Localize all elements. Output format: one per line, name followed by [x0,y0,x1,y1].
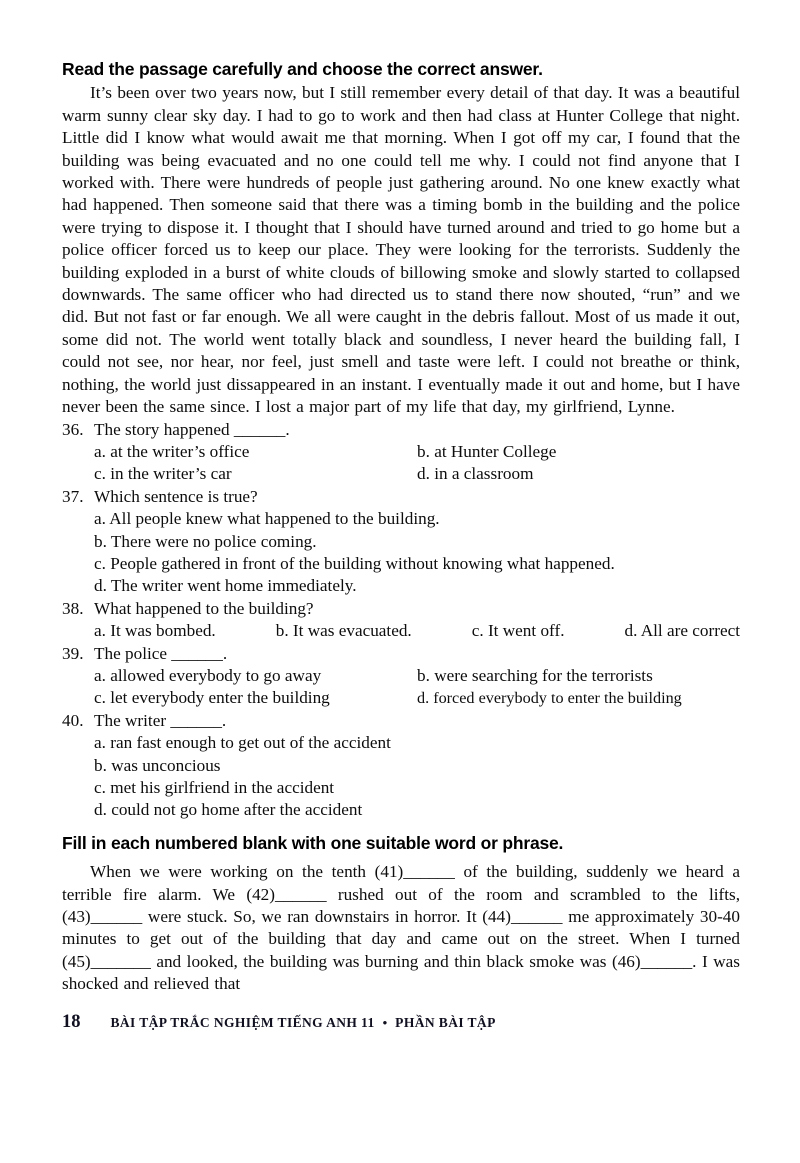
question-40-stem [62,710,740,732]
question-38-option-a: a. It was bombed. [94,621,216,641]
footer-book-title: BÀI TẬP TRẮC NGHIỆM TIẾNG ANH 11 [110,1014,375,1030]
bullet-separator-icon: • [382,1014,388,1030]
question-39-stem [62,643,740,665]
question-40-option-d: d. could not go home after the accident [94,800,363,820]
question-38-options [62,620,740,642]
page-number: 18 [62,1011,81,1032]
question-36-stem [62,419,740,441]
question-38-option-d: d. All are correct [624,621,740,641]
question-37-option-a: a. All people knew what happened to the building. [94,509,440,529]
question-stem-text: The police ______. [94,643,228,663]
question-stem-text: The writer ______. [94,710,227,730]
question-stem-text: What happened to the building? [94,598,314,618]
question-40-option-b: b. was unconcious [94,755,221,775]
question-39-options [62,665,740,710]
question-number: 36. [62,419,84,439]
question-37-stem [62,486,740,508]
section2-heading: Fill in each numbered blank with one suitable word or phrase. [62,832,564,853]
question-38-option-b: b. It was evacuated. [275,621,412,641]
question-40-options [62,732,740,822]
question-36 [62,419,740,486]
question-number: 38. [62,598,84,618]
question-number: 39. [62,643,84,663]
question-38 [62,598,740,643]
question-37-option-c: c. People gathered in front of the building without knowing what happened. [94,553,615,573]
question-38-option-c: c. It went off. [471,621,565,641]
question-37-option-b: b. There were no police coming. [94,531,317,551]
question-39 [62,643,740,710]
question-39-option-b: b. were searching for the terrorists [417,665,653,685]
question-38-stem [62,598,740,620]
question-37-options [62,508,740,598]
question-36-option-b: b. at Hunter College [417,441,557,461]
question-36-options [62,441,740,486]
page-footer [62,1012,740,1033]
question-39-option-a: a. allowed everybody to go away [94,665,322,685]
question-39-option-c: c. let everybody enter the building [94,688,330,708]
question-stem-text: Which sentence is true? [94,486,258,506]
question-37 [62,486,740,598]
question-36-option-d: d. in a classroom [417,464,534,484]
question-number: 40. [62,710,84,730]
question-36-option-a: a. at the writer’s office [94,441,250,461]
question-37-option-d: d. The writer went home immediately. [94,576,357,596]
footer-section-title: PHẦN BÀI TẬP [395,1014,496,1030]
question-list [62,419,740,822]
question-number: 37. [62,486,84,506]
question-39-option-d: d. forced everybody to enter the building [417,689,682,708]
fill-in-paragraph: When we were working on the tenth (41)______ of the building, suddenly we heard a terrible fire alarm. We (42)______ rushed out of the room and scrambled to the lifts, (43)______ were stuck. So, we ran downstairs in horror. It (44)______ me approximately 30-40 minutes to get out of the building that day and came out on the street. When I turned (45)_______ and looked, the building was burning and thin black smoke was (46)______. I was shocked and relieved that [62,862,740,994]
question-40-option-c: c. met his girlfriend in the accident [94,778,335,797]
question-40 [62,710,740,822]
question-stem-text: The story happened ______. [94,419,290,439]
section1-heading: Read the passage carefully and choose the correct answer. [62,59,543,79]
reading-passage: It’s been over two years now, but I still remember every detail of that day. It was a beautiful warm sunny clear sky day. I had to go to work and then had class at Hunter College that night. Little did I know what would await me that morning. When I got off my car, I found that the building was being evacuated and no one could tell me why. I could not find anyone that I worked with. There were hundreds of people just gathering around. No one knew exactly what had happened. Then someone said that there was a timing bomb in the building and the police were trying to dispose it. I thought that I should have turned around and tried to go home but a police officer forced us to keep our place. They were looking for the terrorists. Suddenly the building exploded in a burst of white clouds of billowing smoke and slowly started to collapsed downwards. The same officer who had directed us to stand there now shouted, “run” and we did. But not fast or far enough. We all were caught in the debris fallout. Most of us made it out, some did not. The world went totally black and soundless, I never heard the building fall, I could not see, nor hear, nor feel, just smell and taste were left. I could not breathe or think, nothing, the world just dissappeared in an instant. I eventually made it out and home, but I have never been the same since. I lost a major part of my life that day, my girlfriend, Lynne. [62,83,740,417]
question-36-option-c: c. in the writer’s car [94,464,232,484]
question-40-option-a: a. ran fast enough to get out of the accident [94,733,391,753]
